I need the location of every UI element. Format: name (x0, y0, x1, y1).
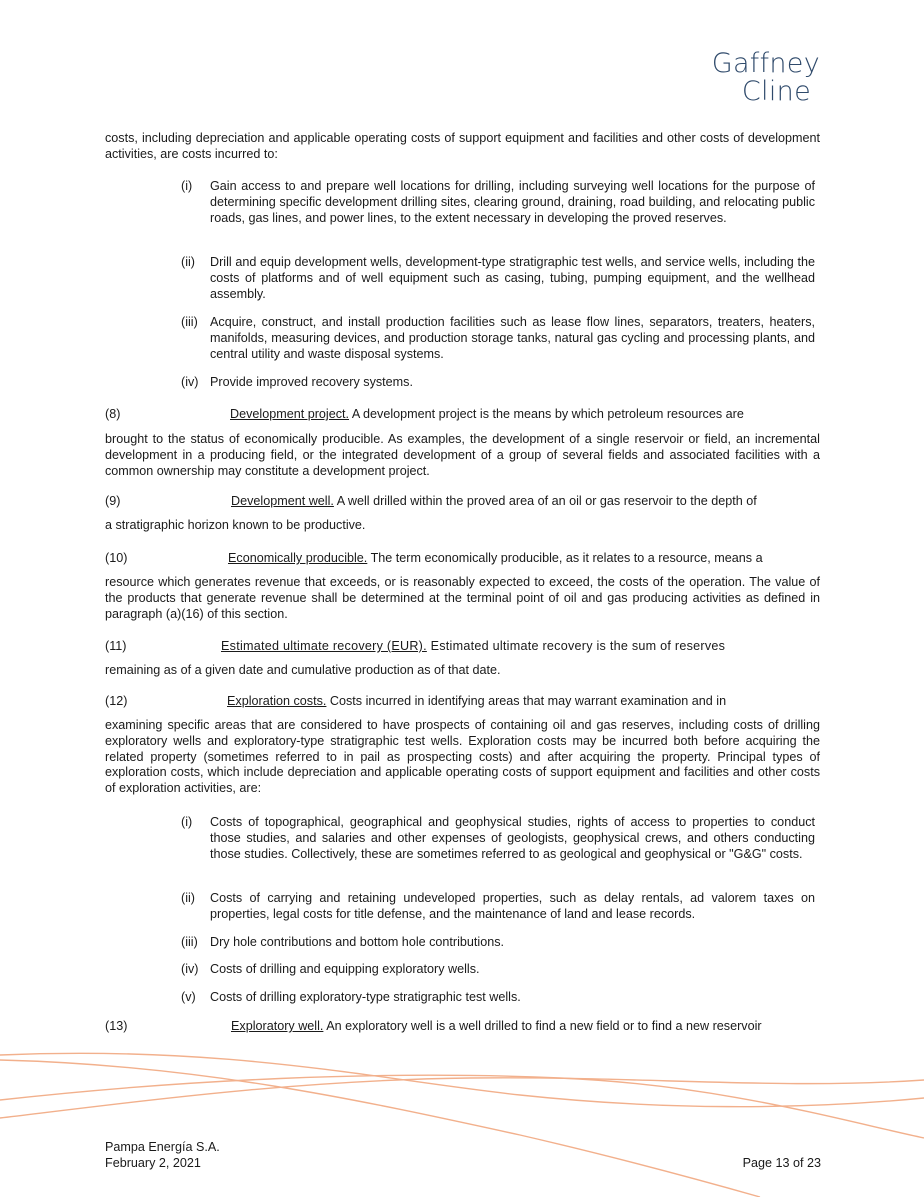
definition-first-line: A development project is the means by which petroleum resources are (349, 407, 744, 421)
list-item-number: (i) (181, 815, 193, 829)
definition-term: Exploration costs. (227, 694, 327, 708)
list-item-text: Drill and equip development wells, development-type stratigraphic test wells, and service wells, including the costs of platforms and of well equipment such as casing, tubing, pumping equipment, and the wellhead assembly. (210, 255, 815, 301)
logo-line-2: Cline (741, 76, 811, 107)
definition-first-line: A well drilled within the proved area of an oil or gas reservoir to the depth of (333, 494, 757, 508)
definition-9 (105, 493, 820, 509)
list-item (181, 315, 815, 362)
list-item-number: (iii) (181, 935, 198, 949)
list-item (181, 990, 815, 1006)
definition-term: Economically producible. (228, 551, 368, 565)
definition-8 (105, 406, 820, 422)
definition-number: (9) (105, 494, 121, 508)
list-item-number: (ii) (181, 891, 195, 905)
list-item-text: Costs of drilling and equipping exploratory wells. (210, 962, 480, 976)
definition-number: (11) (105, 639, 127, 653)
wave-line (0, 1075, 924, 1138)
definition-first-line: Costs incurred in identifying areas that may warrant examination and in (326, 694, 727, 708)
definition-13 (105, 1018, 820, 1034)
list-item (181, 935, 815, 951)
list-item-number: (v) (181, 990, 196, 1004)
definition-number: (12) (105, 694, 128, 708)
wave-line (0, 1078, 924, 1118)
definition-12-body: examining specific areas that are considered to have prospects of containing oil and gas reserves, including costs of drilling exploratory wells and exploratory-type stratigraphic test wells. Exploration costs may be incurred both before acquiring the related property (sometimes referred to in pail as prospecting costs) and after acquiring the property. Principal types of exploration costs, which include depreciation and applicable operating costs of support equipment and facilities and other costs of exploration activities, are: (105, 718, 820, 796)
definition-11-body: remaining as of a given date and cumulative production as of that date. (105, 663, 501, 677)
list-item-number: (iii) (181, 315, 198, 329)
list-item-number: (iv) (181, 375, 199, 389)
gaffney-cline-logo (712, 50, 820, 106)
list-item (181, 891, 815, 923)
definition-term: Estimated ultimate recovery (EUR). (221, 639, 427, 653)
decorative-waves (0, 1040, 924, 1197)
list-item (181, 179, 815, 226)
list-item-text: Gain access to and prepare well locations for drilling, including surveying well locations for the purpose of determining specific development drilling sites, clearing ground, draining, road building, and relocating public roads, gas lines, and power lines, to the extent necessary in developing the proved reserves. (210, 179, 815, 225)
list-item-text: Costs of topographical, geographical and geophysical studies, rights of access to properties to conduct those studies, and salaries and other expenses of geologists, geophysical crews, and others conducting those studies. Collectively, these are sometimes referred to as geological and geophysical or "G&G" costs. (210, 815, 815, 861)
list-item (181, 375, 815, 391)
list-item-text: Acquire, construct, and install production facilities such as lease flow lines, separators, treaters, heaters, manifolds, measuring devices, and production storage tanks, natural gas cycling and processing plants, and central utility and waste disposal systems. (210, 315, 815, 361)
definition-term: Development well. (231, 494, 334, 508)
footer-date: February 2, 2021 (105, 1156, 201, 1170)
list-item-number: (i) (181, 179, 193, 193)
list-item (181, 815, 815, 862)
list-item (181, 255, 815, 302)
definition-12 (105, 693, 820, 709)
definition-11 (105, 638, 820, 654)
definition-number: (13) (105, 1019, 128, 1033)
footer-company: Pampa Energía S.A. (105, 1140, 220, 1154)
list-item-number: (ii) (181, 255, 195, 269)
page-footer (105, 1139, 821, 1171)
definition-first-line: An exploratory well is a well drilled to find a new field or to find a new reservoir (323, 1019, 762, 1033)
list-item-text: Costs of carrying and retaining undeveloped properties, such as delay rentals, ad valorem taxes on properties, legal costs for title defense, and the maintenance of land and lease records. (210, 891, 815, 921)
definition-10-body: resource which generates revenue that exceeds, or is reasonably expected to exceed, the costs of the operation. The value of the products that generate revenue shall be determined at the terminal point of oil and gas producing activities as defined in paragraph (a)(16) of this section. (105, 575, 820, 621)
footer-page-number: Page 13 of 23 (742, 1156, 821, 1170)
definition-term: Exploratory well. (231, 1019, 324, 1033)
definition-8-body: brought to the status of economically producible. As examples, the development of a single reservoir or field, an incremental development in a producing field, or the integrated development of a group of several fields and associated facilities with a common ownership may constitute a development project. (105, 432, 820, 478)
list-item-number: (iv) (181, 962, 199, 976)
list-item-text: Provide improved recovery systems. (210, 375, 413, 389)
definition-10 (105, 550, 820, 566)
wave-line (0, 1053, 924, 1106)
definition-first-line: The term economically producible, as it relates to a resource, means a (367, 551, 763, 565)
definition-number: (10) (105, 551, 128, 565)
list-item (181, 962, 815, 978)
list-item-text: Costs of drilling exploratory-type stratigraphic test wells. (210, 990, 521, 1004)
definition-first-line: Estimated ultimate recovery is the sum of reserves (426, 639, 726, 653)
definition-term: Development project. (230, 407, 350, 421)
intro-paragraph: costs, including depreciation and applicable operating costs of support equipment and facilities and other costs of development activities, are costs incurred to: (105, 131, 820, 161)
definition-9-body: a stratigraphic horizon known to be productive. (105, 518, 366, 532)
definition-number: (8) (105, 407, 121, 421)
list-item-text: Dry hole contributions and bottom hole contributions. (210, 935, 505, 949)
logo-line-1: Gaffney (711, 48, 820, 79)
